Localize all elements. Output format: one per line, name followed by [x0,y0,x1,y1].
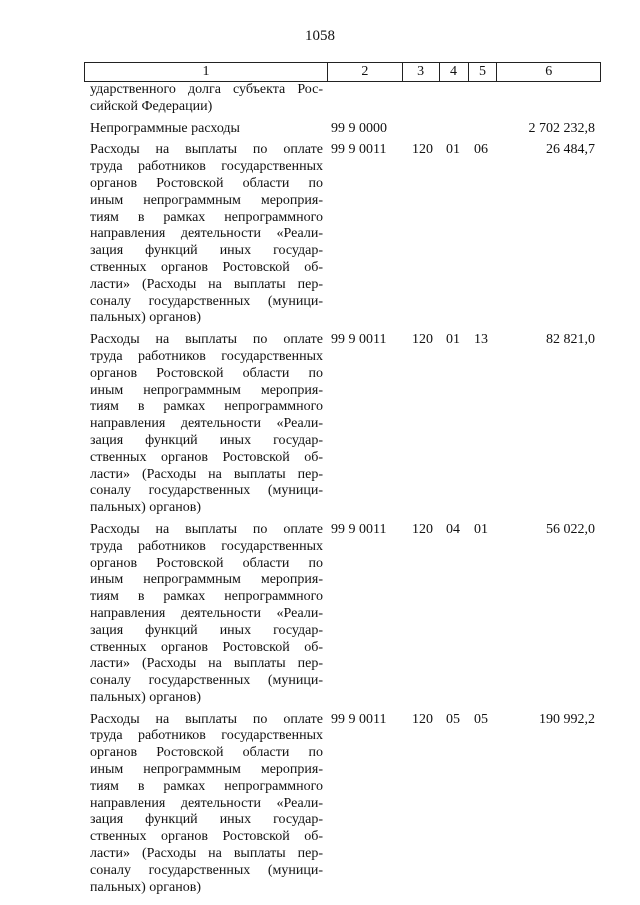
row-description [84,712,327,897]
description-line: ласти» (Расходы на выплаты пер- [90,656,323,672]
row-rz: 01 [446,332,460,348]
row-pr: 01 [474,521,488,537]
row-sum: 2 702 232,8 [528,120,595,136]
header-col-3: 3 [402,63,439,81]
description-line: сийской Федерации) [90,98,213,114]
row-rz: 01 [446,142,460,158]
table-row [84,82,601,116]
description-line: ударственного долга субъекта Рос- [90,82,323,97]
description-line: иным непрограммным мероприя- [90,572,323,588]
row-description [84,142,327,327]
row-description [84,121,327,138]
description-line: Расходы на выплаты по оплате [90,142,323,158]
row-sum [497,82,601,116]
description-line: ственных органов Ростовской об- [90,639,323,655]
row-code: 99 9 0011 [331,711,387,727]
row-code: 99 9 0011 [331,521,387,537]
row-pr: 06 [474,142,488,158]
table-body [84,82,601,896]
description-line: пальных) органов) [90,879,201,895]
row-rz: 04 [446,521,460,537]
description-line: соналу государственных (муници- [90,483,323,499]
row-description [84,332,327,517]
row-vr: 120 [412,711,433,727]
description-line: направления деятельности «Реали- [90,416,323,432]
description-line: пальных) органов) [90,689,201,705]
row-sum: 82 821,0 [546,332,595,348]
description-line: ласти» (Расходы на выплаты пер- [90,466,323,482]
description-line: зация функций иных государ- [90,432,323,448]
description-line: тиям в рамках непрограммного [90,589,323,605]
description-line: Непрограммные расходы [90,120,240,136]
description-line: направления деятельности «Реали- [90,226,323,242]
description-line: Расходы на выплаты по оплате [90,711,323,727]
budget-table [84,62,601,901]
description-line: Расходы на выплаты по оплате [90,332,323,348]
description-line: ласти» (Расходы на выплаты пер- [90,276,323,292]
row-vr: 120 [412,142,433,158]
header-col-6: 6 [496,63,600,81]
row-pr [468,121,497,138]
table-row [84,522,601,707]
row-sum: 190 992,2 [539,711,595,727]
row-code: 99 9 0011 [331,142,387,158]
row-pr: 05 [474,711,488,727]
row-pr [468,82,497,116]
description-line: ственных органов Ростовской об- [90,449,323,465]
description-line: соналу государственных (муници- [90,862,323,878]
row-code [327,82,402,116]
row-description [84,522,327,707]
row-description [84,82,327,116]
description-line: иным непрограммным мероприя- [90,762,323,778]
table-row [84,332,601,517]
description-line: направления деятельности «Реали- [90,605,323,621]
description-line: соналу государственных (муници- [90,293,323,309]
row-rz: 05 [446,711,460,727]
description-line: ласти» (Расходы на выплаты пер- [90,846,323,862]
description-line: зация функций иных государ- [90,243,323,259]
description-line: труда работников государственных [90,728,323,744]
description-line: тиям в рамках непрограммного [90,209,323,225]
table-row [84,712,601,897]
row-code: 99 9 0000 [331,120,387,136]
description-line: тиям в рамках непрограммного [90,399,323,415]
row-sum: 26 484,7 [546,142,595,158]
row-rz [439,121,468,138]
header-col-5: 5 [468,63,497,81]
row-vr [402,121,439,138]
description-line: иным непрограммным мероприя- [90,382,323,398]
table-row [84,142,601,327]
description-line: Расходы на выплаты по оплате [90,521,323,537]
description-line: пальных) органов) [90,500,201,516]
row-vr [402,82,439,116]
description-line: тиям в рамках непрограммного [90,778,323,794]
page-number: 1058 [305,28,335,44]
description-line: труда работников государственных [90,159,323,175]
description-line: зация функций иных государ- [90,812,323,828]
row-rz [439,82,468,116]
description-line: органов Ростовской области по [90,555,323,571]
header-col-1: 1 [202,64,210,79]
row-pr: 13 [474,332,488,348]
description-line: зация функций иных государ- [90,622,323,638]
description-line: органов Ростовской области по [90,745,323,761]
description-line: направления деятельности «Реали- [90,795,323,811]
row-code: 99 9 0011 [331,332,387,348]
table-row [84,121,601,138]
row-sum: 56 022,0 [546,521,595,537]
header-col-2: 2 [327,63,402,81]
description-line: труда работников государственных [90,348,323,364]
description-line: соналу государственных (муници- [90,673,323,689]
description-line: органов Ростовской области по [90,175,323,191]
row-vr: 120 [412,332,433,348]
description-line: ственных органов Ростовской об- [90,259,323,275]
table-header [84,62,601,82]
row-vr: 120 [412,521,433,537]
description-line: иным непрограммным мероприя- [90,192,323,208]
description-line: ственных органов Ростовской об- [90,829,323,845]
description-line: труда работников государственных [90,538,323,554]
header-col-4: 4 [439,63,468,81]
description-line: органов Ростовской области по [90,365,323,381]
description-line: пальных) органов) [90,310,201,326]
